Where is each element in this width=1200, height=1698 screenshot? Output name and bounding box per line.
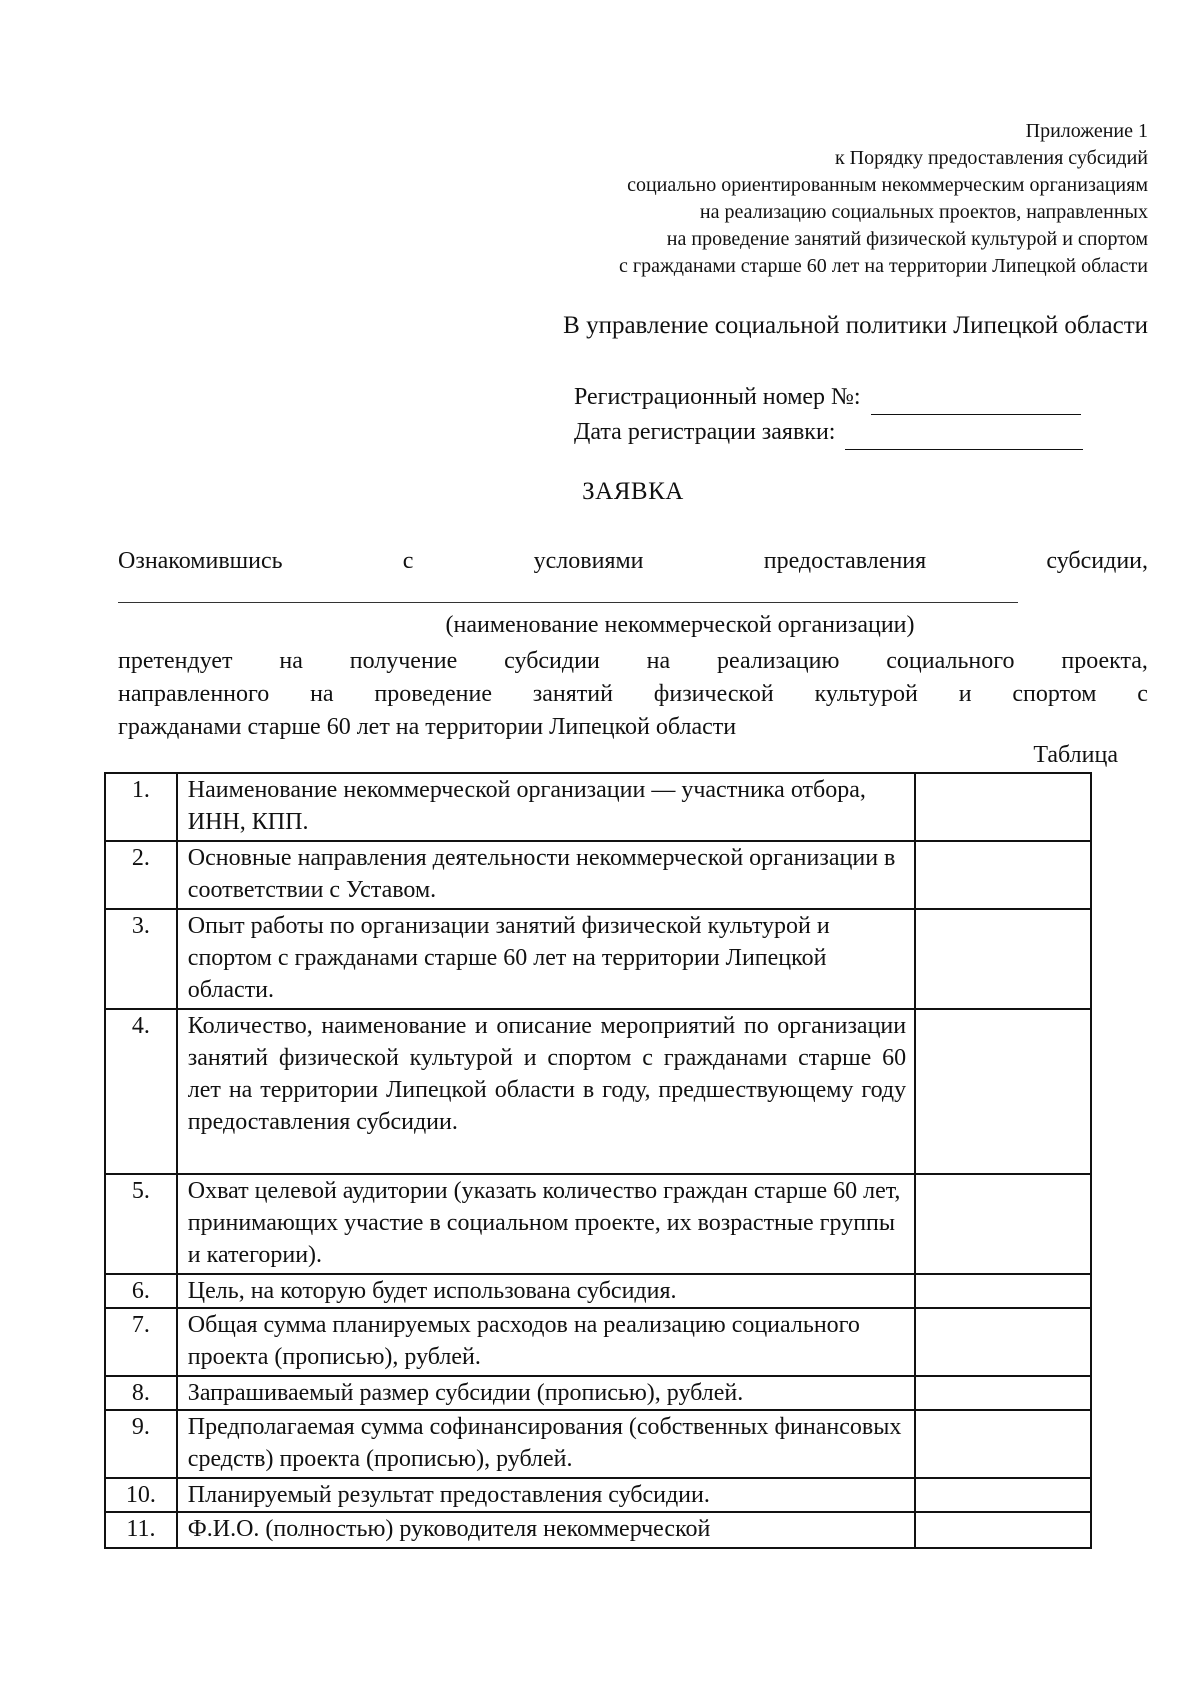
paragraph-word: социального — [886, 648, 1015, 674]
paragraph-word: получение — [349, 648, 458, 674]
table-row — [105, 1274, 1091, 1308]
row-value-cell[interactable] — [915, 1174, 1091, 1274]
paragraph-word: спортом — [1012, 681, 1097, 707]
registration-date-row — [574, 415, 1083, 450]
row-number: 1. — [105, 773, 177, 841]
paragraph-word: на — [646, 648, 671, 674]
row-number: 3. — [105, 909, 177, 1009]
paragraph-word: направленного — [118, 681, 270, 707]
intro-word: субсидии, — [1046, 548, 1148, 574]
row-value-cell[interactable] — [915, 1376, 1091, 1410]
appendix-header — [619, 118, 1148, 280]
paragraph-word: культурой — [814, 681, 918, 707]
header-line: социально ориентированным некоммерческим организациям — [627, 174, 1148, 196]
row-number: 9. — [105, 1410, 177, 1478]
row-description: Цель, на которую будет использована субсидия. — [177, 1274, 915, 1308]
row-number: 7. — [105, 1308, 177, 1376]
row-description: Количество, наименование и описание мероприятий по организации занятий физической культурой и спортом с гражданами старше 60 лет на территории Липецкой области в году, предшествующему году предоставления субсидии. — [177, 1009, 915, 1174]
header-line: к Порядку предоставления субсидий — [834, 147, 1148, 169]
paragraph-word: реализацию — [717, 648, 840, 674]
row-value-cell[interactable] — [915, 1478, 1091, 1512]
table-row — [105, 1308, 1091, 1376]
row-value-cell[interactable] — [915, 1009, 1091, 1174]
document-title: ЗАЯВКА — [582, 478, 684, 505]
row-description: Предполагаемая сумма софинансирования (собственных финансовых средств) проекта (прописью), рублей. — [177, 1410, 915, 1478]
paragraph-word: на — [310, 681, 334, 707]
row-description: Наименование некоммерческой организации — участника отбора, ИНН, КПП. — [177, 773, 915, 841]
paragraph-word: занятий — [532, 681, 613, 707]
table-label: Таблица — [1033, 742, 1118, 768]
row-description: Планируемый результат предоставления субсидии. — [177, 1478, 915, 1512]
table-row — [105, 773, 1091, 841]
table-row — [105, 1478, 1091, 1512]
row-description: Опыт работы по организации занятий физической культурой и спортом с гражданами старше 60 лет на территории Липецкой области. — [177, 909, 915, 1009]
row-description: Общая сумма планируемых расходов на реализацию социального проекта (прописью), рублей. — [177, 1308, 915, 1376]
row-value-cell[interactable] — [915, 773, 1091, 841]
row-description: Запрашиваемый размер субсидии (прописью), рублей. — [177, 1376, 915, 1410]
row-number: 10. — [105, 1478, 177, 1512]
organization-name-blank[interactable] — [118, 602, 1018, 603]
row-value-cell[interactable] — [915, 1512, 1091, 1548]
header-line: на реализацию социальных проектов, направленных — [699, 201, 1148, 223]
application-table — [104, 772, 1092, 1549]
table-row — [105, 909, 1091, 1009]
intro-word: предоставления — [763, 548, 927, 574]
paragraph-line-1 — [118, 645, 1148, 678]
table-row — [105, 1009, 1091, 1174]
intro-line — [118, 548, 1148, 575]
table-row — [105, 1512, 1091, 1548]
intro-word: с — [402, 548, 414, 574]
table-row — [105, 841, 1091, 909]
header-line: Приложение 1 — [1025, 120, 1148, 142]
paragraph-word: и — [958, 681, 972, 707]
addressee: В управление социальной политики Липецкой области — [563, 312, 1148, 339]
row-value-cell[interactable] — [915, 1308, 1091, 1376]
row-description: Ф.И.О. (полностью) руководителя некоммерческой — [177, 1512, 915, 1548]
paragraph-word: с — [1137, 681, 1148, 707]
row-value-cell[interactable] — [915, 841, 1091, 909]
paragraph-line-2 — [118, 678, 1148, 711]
registration-number-blank[interactable] — [871, 392, 1081, 415]
paragraph-word: претендует — [118, 648, 233, 674]
row-number: 4. — [105, 1009, 177, 1174]
registration-date-blank[interactable] — [845, 427, 1083, 450]
row-number: 6. — [105, 1274, 177, 1308]
row-number: 11. — [105, 1512, 177, 1548]
table-row — [105, 1410, 1091, 1478]
intro-word: условиями — [533, 548, 644, 574]
intro-word: Ознакомившись — [118, 548, 283, 574]
paragraph-word: на — [279, 648, 303, 674]
row-description: Основные направления деятельности некоммерческой организации в соответствии с Уставом. — [177, 841, 915, 909]
registration-block — [574, 380, 1083, 450]
registration-number-label: Регистрационный номер №: — [574, 384, 861, 410]
table-row — [105, 1376, 1091, 1410]
organization-caption: (наименование некоммерческой организации) — [445, 612, 915, 638]
paragraph-line-3: гражданами старше 60 лет на территории Липецкой области — [118, 714, 737, 740]
paragraph-word: проекта, — [1061, 648, 1148, 674]
registration-number-row — [574, 380, 1083, 415]
registration-date-label: Дата регистрации заявки: — [574, 419, 836, 445]
paragraph-word: физической — [653, 681, 774, 707]
row-value-cell[interactable] — [915, 1274, 1091, 1308]
paragraph-word: субсидии — [504, 648, 600, 674]
row-number: 8. — [105, 1376, 177, 1410]
table-row — [105, 1174, 1091, 1274]
header-line: с гражданами старше 60 лет на территории Липецкой области — [619, 255, 1148, 277]
application-paragraph — [118, 645, 1148, 744]
row-number: 2. — [105, 841, 177, 909]
row-description: Охват целевой аудитории (указать количество граждан старше 60 лет, принимающих участие в социальном проекте, их возрастные группы и категории). — [177, 1174, 915, 1274]
row-number: 5. — [105, 1174, 177, 1274]
row-value-cell[interactable] — [915, 1410, 1091, 1478]
paragraph-word: проведение — [374, 681, 492, 707]
header-line: на проведение занятий физической культурой и спортом — [666, 228, 1148, 250]
row-value-cell[interactable] — [915, 909, 1091, 1009]
